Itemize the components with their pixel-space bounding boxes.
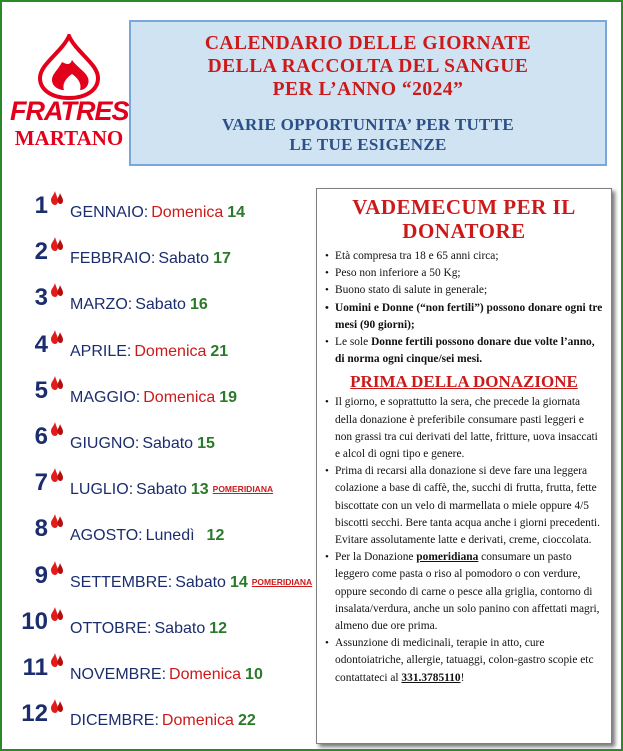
- month-row: [10, 608, 310, 642]
- text-fragment: Per la Donazione: [335, 551, 417, 564]
- month-date: 10: [245, 666, 263, 683]
- header-box: [129, 20, 607, 166]
- text-fragment: consumare un pasto leggero come pasta o riso al pomodoro o con verdure, oppure secondo di carne o pesce alla griglia, contorno di insalata/verdura, anche un solo panino con affettati magri, almeno due ore prima.: [335, 551, 600, 633]
- month-row: [10, 469, 310, 503]
- phone-number: 331.3785110: [401, 671, 461, 684]
- list-item: [325, 334, 603, 368]
- month-date: 22: [237, 712, 256, 730]
- month-label: LUGLIO:: [70, 481, 134, 499]
- month-number: 2: [34, 238, 48, 266]
- month-date: 17: [213, 250, 231, 268]
- month-date: 15: [197, 435, 215, 452]
- month-row: [10, 192, 310, 226]
- month-row: [10, 238, 310, 272]
- month-day: Sabato: [158, 250, 210, 268]
- title-line: DELLA RACCOLTA DEL SANGUE: [207, 56, 529, 77]
- text-fragment: !: [460, 671, 465, 684]
- logo-brand: FRATRES: [10, 96, 129, 126]
- month-day: Domenica: [151, 204, 224, 221]
- month-number: 11: [22, 654, 48, 681]
- blood-drop-icon: [50, 236, 64, 252]
- month-label: FEBBRAIO:: [70, 250, 156, 268]
- month-text: [70, 435, 215, 453]
- list-item: • Il giorno, e soprattutto la sera, che precede la giornata della donazione è preferibile consumare pasti leggeri e non grassi tra cui derivati del latte, fritture, uova insaccati e alcol di ogni tipo e genere.: [325, 394, 603, 463]
- blood-drop-icon: [50, 560, 64, 576]
- month-day: Domenica: [143, 388, 216, 406]
- month-date: 12: [209, 619, 228, 637]
- month-date: 12: [206, 527, 225, 545]
- month-label: OTTOBRE:: [70, 619, 152, 637]
- blood-drop-icon: [50, 329, 64, 345]
- month-day: Sabato: [135, 296, 186, 314]
- month-date: 16: [189, 296, 208, 314]
- month-text: [70, 712, 256, 730]
- month-text: [70, 527, 224, 545]
- month-number: 7: [34, 469, 48, 497]
- month-day: Sabato: [136, 481, 187, 499]
- month-day: Sabato: [142, 435, 194, 452]
- blood-drop-icon: [50, 606, 64, 622]
- month-row: [10, 423, 310, 457]
- text-fragment: Donne fertili possono donare due volte l’anno, di norma ogni cinque/sei mesi.: [335, 336, 595, 366]
- list-item: • Buono stato di salute in generale;: [325, 282, 603, 299]
- month-text: [70, 389, 237, 407]
- blood-drop-icon: [50, 513, 64, 529]
- subtitle-line: VARIE OPPORTUNITA’ PER TUTTE: [222, 115, 514, 134]
- list-item: • Prima di recarsi alla donazione si deve fare una leggera colazione a base di caffè, the, succhi di frutta, frutta, fette biscottate con un velo di marmellata o miele oppure 4/5 biscotti secchi. Bere tanta acqua anche i giorni precedenti. Evitare assolutamente latte e derivati, creme, cioccolata.: [325, 463, 603, 549]
- title-line: PER L’ANNO “2024”: [272, 79, 464, 100]
- month-number: 12: [21, 700, 48, 728]
- month-text: [70, 296, 208, 314]
- month-day: Domenica: [161, 712, 234, 730]
- month-text: [70, 574, 312, 592]
- text-fragment: Le sole: [335, 336, 372, 349]
- month-row: [10, 331, 310, 365]
- month-day: Sabato: [154, 619, 206, 637]
- month-text: [70, 481, 273, 499]
- month-label: SETTEMBRE:: [70, 573, 173, 591]
- month-text: [70, 666, 263, 684]
- month-day: Domenica: [134, 342, 207, 360]
- month-date: 19: [219, 388, 238, 406]
- month-number: 3: [34, 284, 48, 312]
- title-line: CALENDARIO DELLE GIORNATE: [204, 33, 532, 54]
- month-label: DICEMBRE:: [70, 712, 159, 730]
- month-label: APRILE:: [70, 342, 132, 360]
- requirements-list: [325, 248, 603, 368]
- month-day: Sabato: [175, 573, 226, 591]
- month-label: GIUGNO:: [70, 435, 140, 452]
- month-label: NOVEMBRE:: [70, 666, 167, 683]
- month-row: [10, 515, 310, 549]
- month-row: [10, 654, 310, 688]
- month-text: [70, 343, 228, 361]
- month-day: Lunedì: [145, 527, 195, 545]
- vademecum-title-line: VADEMECUM PER IL: [352, 195, 576, 219]
- month-date: 14: [227, 204, 246, 221]
- list-item: [325, 549, 603, 635]
- logo-city: MARTANO: [14, 126, 124, 150]
- month-number: 5: [34, 376, 48, 404]
- blood-drop-icon: [50, 190, 64, 206]
- month-label: GENNAIO:: [70, 204, 149, 221]
- month-label: AGOSTO:: [70, 527, 143, 545]
- afternoon-badge: POMERIDIANA: [212, 484, 274, 495]
- drop-logo-icon: [32, 34, 106, 100]
- month-row: [10, 377, 310, 411]
- month-label: MARZO:: [70, 296, 133, 314]
- month-row: [10, 284, 310, 318]
- section-title: PRIMA DELLA DONAZIONE: [350, 372, 578, 392]
- month-number: 4: [34, 330, 48, 358]
- month-number: 10: [21, 607, 48, 635]
- month-text: [70, 204, 245, 222]
- month-number: 8: [34, 515, 48, 543]
- month-number: 1: [34, 192, 48, 219]
- page-title: [131, 22, 605, 101]
- text-fragment: Assunzione di medicinali, terapie in atto, cure odontoiatriche, allergie, tatuaggi, colon-gastro scopie etc contattateci al: [335, 637, 594, 684]
- vademecum-box: [316, 188, 612, 744]
- before-donation-list: [325, 394, 603, 686]
- subtitle: [131, 115, 605, 155]
- blood-drop-icon: [50, 698, 64, 714]
- month-date: 21: [210, 342, 229, 360]
- list-item: • Peso non inferiore a 50 Kg;: [325, 265, 603, 282]
- month-date: 13: [190, 481, 209, 499]
- month-text: [70, 620, 227, 638]
- vademecum-title: [325, 195, 603, 243]
- blood-drop-icon: [50, 652, 64, 668]
- month-date: 14: [229, 573, 248, 591]
- month-text: [70, 250, 231, 268]
- afternoon-badge: POMERIDIANA: [251, 576, 313, 587]
- month-number: 9: [34, 561, 48, 589]
- month-number: 6: [34, 423, 48, 450]
- blood-drop-icon: [50, 375, 64, 391]
- blood-drop-icon: [50, 421, 64, 437]
- list-item: [325, 635, 603, 687]
- blood-drop-icon: [50, 282, 64, 298]
- list-item: • Età compresa tra 18 e 65 anni circa;: [325, 248, 603, 265]
- month-label: MAGGIO:: [70, 388, 141, 406]
- list-item: • Uomini e Donne (“non fertili”) possono donare ogni tre mesi (90 giorni);: [325, 300, 603, 334]
- blood-drop-icon: [50, 467, 64, 483]
- subtitle-line: LE TUE ESIGENZE: [289, 135, 447, 154]
- text-fragment: pomeridiana: [416, 551, 479, 564]
- vademecum-title-line: DONATORE: [402, 219, 526, 243]
- month-row: [10, 700, 310, 734]
- month-day: Domenica: [169, 666, 242, 683]
- month-row: [10, 561, 313, 596]
- fratres-logo: [10, 34, 128, 154]
